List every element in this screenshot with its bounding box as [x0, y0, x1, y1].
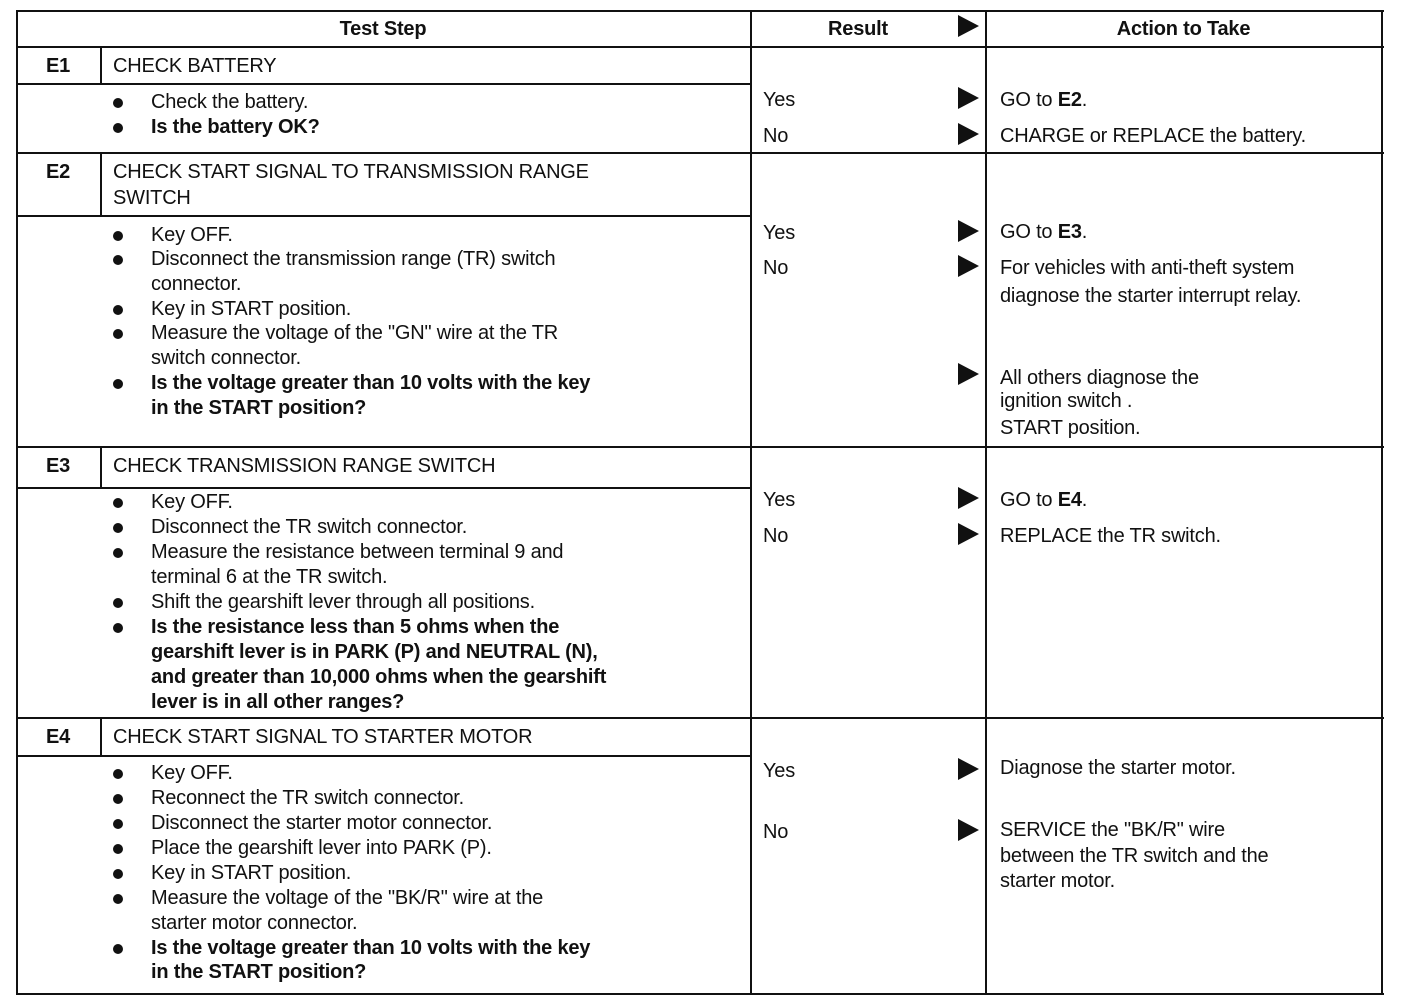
action-segment: GO to	[1000, 221, 1058, 243]
header-test-step: Test Step	[339, 18, 427, 40]
bullet-icon	[113, 548, 123, 558]
arrow-icon	[958, 819, 979, 841]
step-instruction: Is the voltage greater than 10 volts with the key	[151, 937, 591, 959]
action-text	[1000, 488, 1087, 512]
action-text	[1000, 756, 1236, 780]
action-text	[1000, 818, 1225, 842]
step-instruction: Key OFF.	[151, 224, 233, 246]
action-text	[1000, 256, 1294, 280]
bullet-icon	[113, 794, 123, 804]
divider	[16, 152, 1384, 154]
bullet-icon	[113, 844, 123, 854]
bullet-icon	[113, 255, 123, 265]
step-id: E2	[45, 161, 71, 183]
bullet-icon	[113, 305, 123, 315]
bullet-icon	[113, 769, 123, 779]
divider	[100, 152, 102, 215]
result-label: Yes	[763, 89, 796, 111]
arrow-icon	[958, 87, 979, 109]
bullet-icon	[113, 98, 123, 108]
step-instruction: Check the battery.	[151, 91, 309, 113]
action-segment: ignition switch .	[1000, 390, 1133, 412]
action-text	[1000, 124, 1306, 148]
action-segment: GO to	[1000, 89, 1058, 111]
divider	[16, 446, 1384, 448]
step-instruction: Disconnect the starter motor connector.	[151, 812, 493, 834]
bullet-icon	[113, 819, 123, 829]
step-instruction: Disconnect the TR switch connector.	[151, 516, 468, 538]
bullet-icon	[113, 329, 123, 339]
result-label: No	[763, 125, 789, 147]
step-instruction: Key in START position.	[151, 862, 352, 884]
divider	[16, 487, 750, 489]
arrow-icon	[958, 487, 979, 509]
action-segment: starter motor.	[1000, 870, 1116, 892]
divider	[100, 46, 102, 83]
arrow-icon	[958, 123, 979, 145]
action-text	[1000, 844, 1268, 868]
divider	[750, 10, 752, 993]
step-instruction: Key OFF.	[151, 491, 233, 513]
step-instruction: in the START position?	[151, 961, 367, 983]
arrow-icon	[958, 15, 979, 37]
step-instruction: Measure the voltage of the "GN" wire at the TR	[151, 322, 559, 344]
step-instruction: Key in START position.	[151, 298, 352, 320]
step-id: E4	[45, 726, 71, 748]
step-instruction: and greater than 10,000 ohms when the gearshift	[151, 666, 607, 688]
bullet-icon	[113, 598, 123, 608]
action-segment: For vehicles with anti-theft system	[1000, 257, 1295, 279]
header-action: Action to Take	[1116, 18, 1251, 40]
step-instruction: Shift the gearshift lever through all positions.	[151, 591, 535, 613]
action-text	[1000, 416, 1140, 440]
step-reference: E3	[1057, 221, 1082, 243]
action-segment: GO to	[1000, 489, 1058, 511]
action-segment: .	[1081, 221, 1088, 243]
result-label: No	[763, 525, 789, 547]
arrow-icon	[958, 523, 979, 545]
arrow-icon	[958, 255, 979, 277]
result-label: No	[763, 257, 789, 279]
action-segment: SERVICE the "BK/R" wire	[1000, 819, 1225, 841]
divider	[985, 10, 987, 993]
step-instruction: terminal 6 at the TR switch.	[151, 566, 388, 588]
divider	[16, 83, 750, 85]
arrow-icon	[958, 363, 979, 385]
action-segment: .	[1081, 89, 1088, 111]
action-segment: START position.	[1000, 417, 1141, 439]
step-title: CHECK TRANSMISSION RANGE SWITCH	[113, 455, 496, 477]
bullet-icon	[113, 944, 123, 954]
bullet-icon	[113, 869, 123, 879]
header-result: Result	[828, 18, 888, 40]
divider	[1381, 10, 1383, 995]
step-instruction: connector.	[151, 273, 242, 295]
step-id: E1	[45, 55, 71, 77]
action-segment: REPLACE the TR switch.	[1000, 525, 1221, 547]
bullet-icon	[113, 523, 123, 533]
bullet-icon	[113, 498, 123, 508]
arrow-icon	[958, 758, 979, 780]
action-text	[1000, 389, 1132, 413]
step-instruction: Place the gearshift lever into PARK (P).	[151, 837, 492, 859]
action-segment: Diagnose the starter motor.	[1000, 757, 1236, 779]
action-text	[1000, 366, 1199, 390]
action-text	[1000, 524, 1221, 548]
step-instruction: Key OFF.	[151, 762, 233, 784]
divider	[100, 717, 102, 755]
divider	[16, 215, 750, 217]
divider	[16, 993, 1384, 995]
step-instruction: Is the resistance less than 5 ohms when the	[151, 616, 560, 638]
action-segment: diagnose the starter interrupt relay.	[1000, 285, 1302, 307]
step-reference: E4	[1057, 489, 1082, 511]
step-instruction: Is the battery OK?	[151, 116, 320, 138]
result-label: Yes	[763, 760, 796, 782]
step-title: SWITCH	[113, 187, 191, 209]
divider	[16, 10, 1384, 12]
step-instruction: Reconnect the TR switch connector.	[151, 787, 464, 809]
step-instruction: Disconnect the transmission range (TR) switch	[151, 248, 556, 270]
action-text	[1000, 284, 1301, 308]
step-instruction: starter motor connector.	[151, 912, 358, 934]
bullet-icon	[113, 894, 123, 904]
result-label: Yes	[763, 222, 796, 244]
bullet-icon	[113, 379, 123, 389]
bullet-icon	[113, 123, 123, 133]
step-id: E3	[45, 455, 71, 477]
step-title: CHECK BATTERY	[113, 55, 277, 77]
action-text	[1000, 88, 1087, 112]
arrow-icon	[958, 220, 979, 242]
step-instruction: switch connector.	[151, 347, 302, 369]
result-label: Yes	[763, 489, 796, 511]
bullet-icon	[113, 231, 123, 241]
divider	[16, 755, 750, 757]
divider	[16, 10, 18, 995]
action-segment: between the TR switch and the	[1000, 845, 1269, 867]
step-title: CHECK START SIGNAL TO TRANSMISSION RANGE	[113, 161, 589, 183]
action-segment: All others diagnose the	[1000, 367, 1199, 389]
step-instruction: in the START position?	[151, 397, 367, 419]
step-title: CHECK START SIGNAL TO STARTER MOTOR	[113, 726, 533, 748]
step-instruction: Measure the resistance between terminal 9 and	[151, 541, 564, 563]
step-instruction: gearshift lever is in PARK (P) and NEUTRAL (N),	[151, 641, 598, 663]
bullet-icon	[113, 623, 123, 633]
divider	[16, 46, 1384, 48]
step-instruction: lever is in all other ranges?	[151, 691, 405, 713]
action-text	[1000, 869, 1115, 893]
step-instruction: Measure the voltage of the "BK/R" wire at the	[151, 887, 544, 909]
divider	[100, 446, 102, 487]
action-segment: .	[1081, 489, 1088, 511]
step-reference: E2	[1057, 89, 1082, 111]
step-instruction: Is the voltage greater than 10 volts with the key	[151, 372, 591, 394]
action-text	[1000, 220, 1087, 244]
divider	[16, 717, 1384, 719]
result-label: No	[763, 821, 789, 843]
action-segment: CHARGE or REPLACE the battery.	[1000, 125, 1306, 147]
